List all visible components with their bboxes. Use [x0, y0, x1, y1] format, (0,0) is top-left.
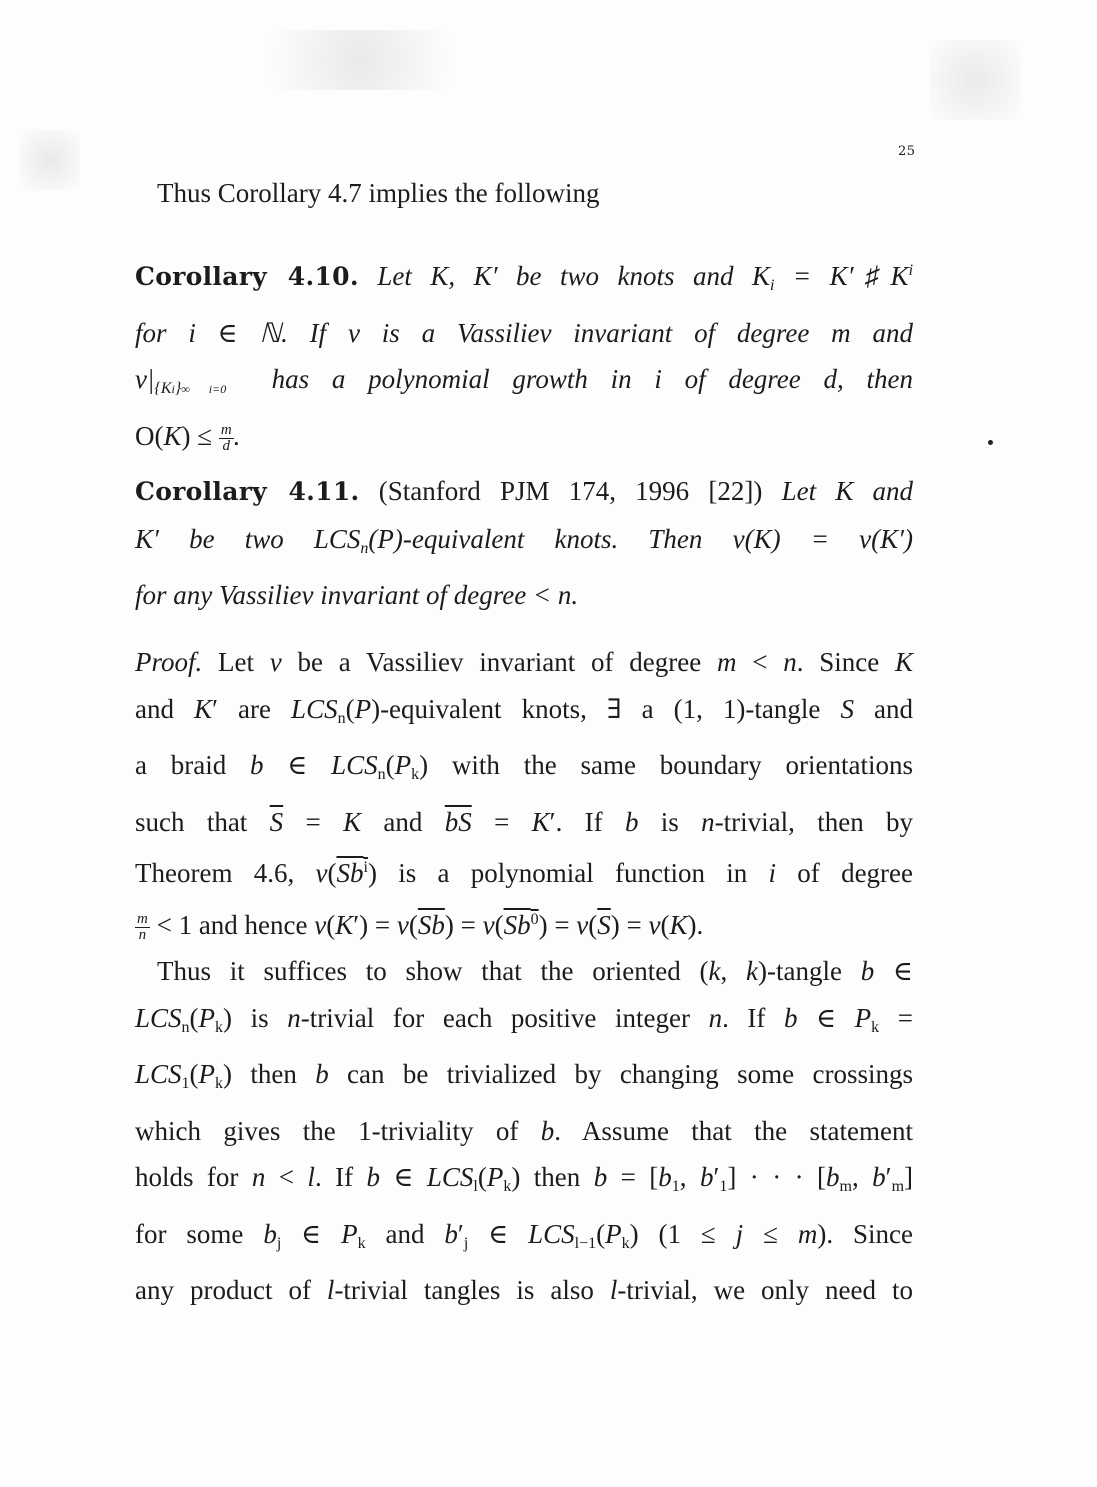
corollary-4-10-line-2: for i ∈ ℕ. If v is a Vassiliev invariant of degree m and — [135, 317, 913, 348]
proof-line-9: $LCS_1(P_k)$ then b can be trivialized by changing some crossings — [135, 1059, 913, 1092]
scan-smudge — [20, 130, 80, 190]
proof-line-7: Thus it suffices to show that the oriented (k, k)-tangle b ∈ — [157, 956, 913, 986]
scan-smudge — [270, 30, 450, 90]
proof-label: Proof. — [135, 647, 203, 677]
proof — [135, 639, 913, 1314]
fraction-m-over-n: $\frac{m}{n}$ — [137, 910, 148, 943]
corollary-4-10-line-4: O(K) ≤ $\frac{m}{d}$ . — [135, 420, 241, 454]
page-number: 25 — [898, 144, 916, 159]
proof-line-1: Proof. Let v be a Vassiliev invariant of degree m < n. Since K — [135, 647, 914, 677]
proof-line-12: for some $b_j$ ∈ $P_k$ and $b'_j$ ∈ $LCS_{l-1}(P_k) (1 \le j \le m)$. Since — [135, 1218, 913, 1252]
proof-line-5: Theorem 4.6, v(Sb$^i$) is a polynomial function in i of degree — [135, 858, 914, 888]
corollary-4-11-text-1: Let K and — [781, 476, 914, 506]
proof-line-13: any product of l-trivial tangles is also l-trivial, we only need to — [135, 1275, 913, 1305]
proof-line-6: $\frac{m}{n}$ < 1 and hence $v(K') = v(\overline{Sb}) = v(Sb^0) = v(\overline{S}) = v(K)$. — [137, 909, 704, 943]
proof-line-4: such that $\overline{S} = K$ and $\overline{bS} = K'$. If b is n-trivial, then by — [135, 806, 914, 837]
proof-line-3: a braid b ∈ $LCS_n(P_k)$ with the same boundary orientations — [135, 750, 913, 783]
corollary-4-10-line-1 — [135, 248, 913, 310]
corollary-4-11-line-2: K′ be two $LCS_n(P)$-equivalent knots. Then v(K) = v(K′) — [135, 523, 914, 557]
corollary-4-11-line-3: for any Vassiliev invariant of degree < n. — [135, 580, 579, 610]
corollary-4-10-label: Corollary 4.10. — [135, 262, 359, 291]
corollary-4-11-citation: (Stanford PJM 174, 1996 [22]) — [378, 476, 763, 506]
scan-smudge — [930, 40, 1020, 120]
corollary-4-11-line-1 — [135, 468, 913, 516]
corollary-4-11-label: Corollary 4.11. — [135, 477, 360, 506]
proof-line-11: holds for n < l. If b ∈ $LCS_l(P_k)$ then $b = [b_1$, $b'_1$] · · · [$b_m$, $b'_m$] — [135, 1162, 914, 1195]
scan-speck — [988, 440, 993, 445]
corollary-4-10-text-1: Let K, K′ be two knots and $K_i$ = $K'♯K^i$ — [377, 261, 914, 294]
intro-paragraph — [135, 170, 913, 217]
corollary-4-10 — [135, 248, 913, 459]
proof-line-10: which gives the 1-triviality of b. Assume that the statement — [135, 1115, 913, 1146]
corollary-4-10-line-3: $v|_{\{Ki\}\infty i=0}$ has a polynomial growth in i of degree d, then — [135, 364, 913, 397]
fraction-m-over-d: $\frac{m}{d}$ — [220, 421, 232, 454]
proof-line-8: $LCS_n(P_k)$ is n-trivial for each positive integer n. If b ∈ $P_k$ = — [135, 1002, 913, 1036]
corollary-4-11 — [135, 468, 913, 619]
intro-line: Thus Corollary 4.7 implies the following — [157, 178, 600, 208]
proof-line-2: and K′ are $LCS_n(P)$-equivalent knots, ∃ a (1, 1)-tangle S and — [135, 693, 913, 727]
